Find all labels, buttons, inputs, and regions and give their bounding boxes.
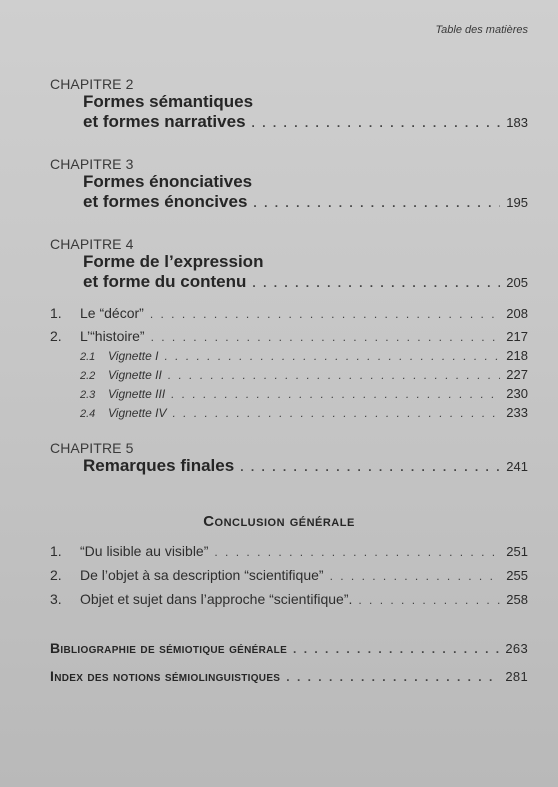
- toc-section-row[interactable]: [50, 591, 528, 615]
- dot-leader: [253, 193, 500, 213]
- chapter-title-row: [83, 192, 528, 213]
- chapter-5-entry[interactable]: [50, 440, 528, 477]
- chapter-title-row: [83, 456, 528, 477]
- page-number: 233: [506, 405, 528, 420]
- toc-section-row[interactable]: [50, 305, 528, 328]
- section-number: 2.: [50, 567, 62, 583]
- dot-leader: [168, 368, 500, 382]
- chapter-title-line1: Forme de l’expression: [83, 252, 264, 271]
- page-number: 258: [506, 592, 528, 607]
- page-number: 217: [506, 329, 528, 344]
- page-number: 263: [505, 641, 528, 656]
- dot-leader: [164, 349, 500, 363]
- section-title: “Du lisible au visible”: [80, 543, 209, 559]
- dot-leader: [173, 406, 501, 420]
- chapter-label: CHAPITRE 3: [50, 156, 134, 172]
- dot-leader: [293, 642, 499, 656]
- chapter-title-line2: et formes narratives: [83, 112, 246, 131]
- section-list: [50, 305, 528, 351]
- subsection-title: Vignette II: [108, 368, 162, 382]
- dot-leader: [286, 670, 499, 684]
- chapter-title-line1: Formes sémantiques: [83, 92, 254, 111]
- chapter-title-line1: Formes énonciatives: [83, 172, 253, 191]
- toc-section-row[interactable]: [50, 567, 528, 591]
- section-number: 1.: [50, 305, 62, 321]
- index-entry[interactable]: [50, 668, 528, 696]
- appendix-title: Index des notions sémiolinguistiques: [50, 668, 281, 684]
- dot-leader: [252, 113, 501, 133]
- dot-leader: [330, 569, 501, 583]
- page-number: 218: [506, 348, 528, 363]
- page-number: 255: [506, 568, 528, 583]
- chapter-label: CHAPITRE 2: [50, 76, 134, 92]
- chapter-label: CHAPITRE 5: [50, 440, 134, 456]
- dot-leader: [150, 307, 500, 321]
- subsection-number: 2.3: [80, 389, 96, 401]
- dot-leader: [252, 273, 500, 293]
- section-title: L’“histoire”: [80, 328, 145, 344]
- bibliography-entry[interactable]: [50, 640, 528, 668]
- subsection-list: [80, 348, 528, 424]
- chapter-label: CHAPITRE 4: [50, 236, 134, 252]
- chapter-title-line2: et formes énoncives: [83, 192, 248, 211]
- toc-subsection-row[interactable]: [80, 386, 528, 405]
- subsection-title: Vignette III: [108, 387, 166, 401]
- chapter-2-entry[interactable]: [50, 76, 528, 133]
- conclusion-heading[interactable]: Conclusion générale: [203, 513, 355, 530]
- conclusion-list: [50, 543, 528, 615]
- dot-leader: [171, 387, 500, 401]
- page-number: 183: [506, 115, 528, 130]
- section-title: Objet et sujet dans l’approche “scientifique”.: [80, 591, 353, 607]
- chapter-4-entry[interactable]: [50, 236, 528, 293]
- subsection-number: 2.2: [80, 370, 96, 382]
- subsection-number: 2.1: [80, 351, 96, 363]
- page-number: 241: [506, 459, 528, 474]
- chapter-title-line2: et forme du contenu: [83, 272, 247, 291]
- appendix-title: Bibliographie de sémiotique générale: [50, 640, 288, 656]
- chapter-title-row: [83, 112, 528, 133]
- dot-leader: [358, 593, 500, 607]
- section-number: 3.: [50, 591, 62, 607]
- dot-leader: [240, 457, 500, 477]
- page-number: 195: [506, 195, 528, 210]
- appendix-list: [50, 640, 528, 696]
- page-number: 208: [506, 306, 528, 321]
- toc-section-row[interactable]: [50, 543, 528, 567]
- page-number: 205: [506, 275, 528, 290]
- subsection-number: 2.4: [80, 408, 96, 420]
- dot-leader: [214, 545, 500, 559]
- page-number: 281: [505, 669, 528, 684]
- dot-leader: [151, 330, 501, 344]
- section-number: 1.: [50, 543, 62, 559]
- page-number: 230: [506, 386, 528, 401]
- chapter-title-row: [83, 272, 528, 293]
- section-number: 2.: [50, 328, 62, 344]
- toc-subsection-row[interactable]: [80, 348, 528, 367]
- section-title: De l’objet à sa description “scientifique”: [80, 567, 324, 583]
- toc-subsection-row[interactable]: [80, 405, 528, 424]
- subsection-title: Vignette I: [108, 349, 159, 363]
- subsection-title: Vignette IV: [108, 406, 167, 420]
- page-number: 251: [506, 544, 528, 559]
- section-title: Le “décor”: [80, 305, 144, 321]
- running-header: Table des matières: [435, 24, 528, 36]
- toc-subsection-row[interactable]: [80, 367, 528, 386]
- chapter-title: Remarques finales: [83, 456, 235, 475]
- page-number: 227: [506, 367, 528, 382]
- chapter-3-entry[interactable]: [50, 156, 528, 213]
